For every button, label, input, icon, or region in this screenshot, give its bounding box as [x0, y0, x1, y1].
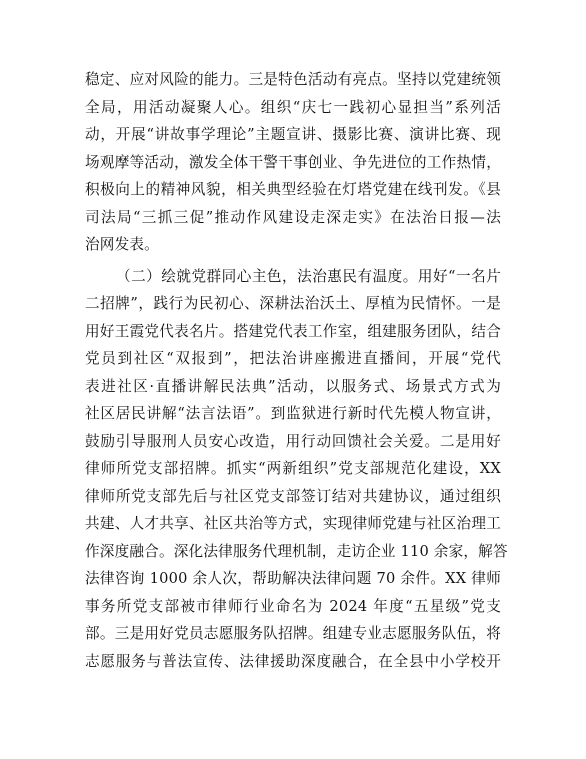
document-body [85, 66, 508, 675]
text-line: 志愿服务与普法宣传、法律援助深度融合，在全县中小学校开 [85, 652, 501, 670]
text-line: 鼓励引导服刑人员安心改造，用行动回馈社会关爱。二是用好 [85, 432, 501, 450]
text-line: 用好王霞党代表名片。搭建党代表工作室，组建服务团队，结合 [85, 322, 501, 340]
text-line: 积极向上的精神风貌，相关典型经验在灯塔党建在线刊发。《县 [85, 181, 501, 198]
text-line: 表进社区·直播讲解民法典”活动，以服务式、场景式方式为 [85, 377, 501, 395]
text-line: 事务所党支部被市律师行业命名为 2024 年度“五星级”党支 [85, 597, 501, 615]
text-line: 全局，用活动凝聚人心。组织“庆七一践初心显担当”系列活 [85, 98, 501, 116]
text-line-first: （二）绘就党群同心主色，法治惠民有温度。用好“一名片 [116, 267, 501, 285]
text-line: 律师所党支部招牌。抓实“两新组织”党支部规范化建设，XX [85, 460, 501, 477]
text-line: 场观摩等活动，激发全体干警干事创业、争先进位的工作热情， [85, 153, 501, 171]
text-line: 社区居民讲解“法言法语”。到监狱进行新时代先模人物宣讲， [85, 405, 501, 422]
paragraph-2 [85, 263, 508, 676]
paragraph-1 [85, 66, 501, 259]
text-line: 治网发表。 [85, 236, 159, 253]
text-line: 司法局“三抓三促”推动作风建设走深走实》在法治日报—法 [85, 208, 501, 226]
text-line: 二招牌”，践行为民初心、深耕法治沃土、厚植为民情怀。一是 [85, 295, 501, 312]
text-line: 律师所党支部先后与社区党支部签订结对共建协议，通过组织 [85, 487, 501, 505]
text-line: 稳定、应对风险的能力。三是特色活动有亮点。坚持以党建统领 [85, 71, 501, 88]
text-line: 作深度融合。深化法律服务代理机制，走访企业 110 余家，解答 [85, 542, 508, 560]
text-line: 动，开展“讲故事学理论”主题宣讲、摄影比赛、演讲比赛、现 [85, 126, 501, 143]
text-line: 共建、人才共享、社区共治等方式，实现律师党建与社区治理工 [85, 515, 501, 532]
text-line: 法律咨询 1000 余人次，帮助解决法律问题 70 余件。XX 律师 [85, 570, 501, 587]
text-line: 部。三是用好党员志愿服务队招牌。组建专业志愿服务队伍，将 [85, 625, 501, 642]
text-line: 党员到社区“双报到”，把法治讲座搬进直播间，开展“党代 [85, 350, 501, 367]
